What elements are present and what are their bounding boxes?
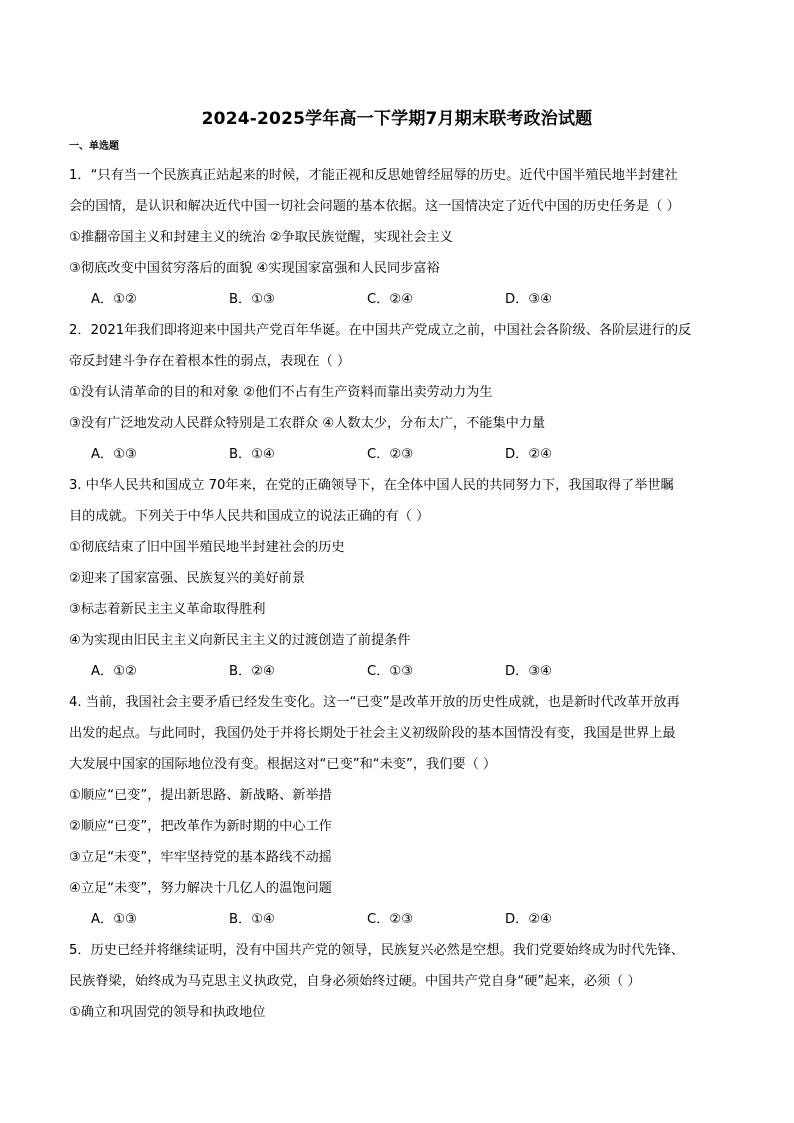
statement-item: ③没有广泛地发动人民群众特别是工农群众 ④人数太少，分布太广，不能集中力量 [69, 416, 546, 431]
question-stem-line: 目的成就。下列关于中华人民共和国成立的说法正确的有（ ） [69, 509, 430, 524]
answer-options [69, 439, 729, 470]
statement-item: ①顺应“已变”，提出新思路、新战略、新举措 [69, 788, 332, 803]
statement-item: ②迎来了国家富强、民族复兴的美好前景 [69, 571, 306, 586]
question-5 [69, 935, 729, 1028]
statement-item: ④为实现由旧民主主义向新民主主义的过渡创造了前提条件 [69, 633, 411, 648]
answer-option[interactable]: C．①③ [367, 664, 414, 679]
statement-item: ④立足“未变”，努力解决十几亿人的温饱问题 [69, 881, 332, 896]
statement-item: ③立足“未变”，牢牢坚持党的基本路线不动摇 [69, 850, 332, 865]
question-stem-line: 1．“只有当一个民族真正站起来的时候，才能正视和反思她曾经屈辱的历史。近代中国半殖民地半封建社 [69, 168, 678, 183]
question-stem-line: 会的国情，是认识和解决近代中国一切社会问题的基本依据。这一国情决定了近代中国的历史任务是（ ） [69, 199, 680, 214]
statement-item: ③彻底改变中国贫穷落后的面貌 ④实现国家富强和人民同步富裕 [69, 261, 440, 276]
answer-option[interactable]: B．①③ [229, 292, 275, 307]
question-1 [69, 160, 729, 315]
statement-item: ①推翻帝国主义和封建主义的统治 ②争取民族觉醒，实现社会主义 [69, 230, 453, 245]
statement-item: ③标志着新民主主义革命取得胜利 [69, 602, 266, 617]
question-stem-line: 2．2021年我们即将迎来中国共产党百年华诞。在中国共产党成立之前，中国社会各阶级、各阶层进行的反 [69, 323, 692, 338]
question-stem-line: 帝反封建斗争存在着根本性的弱点，表现在（ ） [69, 354, 351, 369]
answer-options [69, 284, 729, 315]
answer-options [69, 904, 729, 935]
question-stem-line: 民族脊梁，始终成为马克思主义执政党，自身必须始终过硬。中国共产党自身“硬”起来，必须（ ） [69, 974, 641, 989]
question-stem-line: 大发展中国家的国际地位没有变。根据这对“已变”和“未变”，我们要（ ） [69, 757, 497, 772]
answer-option[interactable]: A．①③ [91, 912, 137, 927]
answer-option[interactable]: A．①③ [91, 447, 137, 462]
section-label: 一、单选题 [69, 141, 119, 152]
answer-option[interactable]: D．②④ [505, 447, 552, 462]
statement-item: ②顺应“已变”，把改革作为新时期的中心工作 [69, 819, 332, 834]
answer-option[interactable]: A．①② [91, 664, 137, 679]
statement-item: ①没有认清革命的目的和对象 ②他们不占有生产资料而靠出卖劳动力为生 [69, 385, 493, 400]
answer-option[interactable]: C．②③ [367, 912, 414, 927]
question-stem-line: 4. 当前，我国社会主要矛盾已经发生变化。这一“已变”是改革开放的历史性成就，也是新时代改革开放再 [69, 695, 680, 710]
answer-option[interactable]: D．③④ [505, 292, 552, 307]
page-title: 2024-2025学年高一下学期7月期末联考政治试题 [201, 109, 593, 129]
answer-options [69, 656, 729, 687]
question-list [69, 160, 729, 1028]
answer-option[interactable]: B．①④ [229, 447, 275, 462]
question-2 [69, 315, 729, 470]
answer-option[interactable]: A．①② [91, 292, 137, 307]
answer-option[interactable]: B．①④ [229, 912, 275, 927]
answer-option[interactable]: D．②④ [505, 912, 552, 927]
statement-item: ①确立和巩固党的领导和执政地位 [69, 1005, 266, 1020]
question-4 [69, 687, 729, 935]
answer-option[interactable]: C．②④ [367, 292, 414, 307]
statement-item: ①彻底结束了旧中国半殖民地半封建社会的历史 [69, 540, 345, 555]
answer-option[interactable]: B．②④ [229, 664, 275, 679]
answer-option[interactable]: C．②③ [367, 447, 414, 462]
question-3 [69, 470, 729, 687]
question-stem-line: 出发的起点。与此同时，我国仍处于并将长期处于社会主义初级阶段的基本国情没有变，我国是世界上最 [69, 726, 676, 741]
answer-option[interactable]: D．③④ [505, 664, 552, 679]
question-stem-line: 3. 中华人民共和国成立 70年来，在党的正确领导下，在全体中国人民的共同努力下，我国取得了举世瞩 [69, 478, 674, 493]
question-stem-line: 5．历史已经并将继续证明，没有中国共产党的领导，民族复兴必然是空想。我们党要始终成为时代先锋、 [69, 943, 685, 958]
